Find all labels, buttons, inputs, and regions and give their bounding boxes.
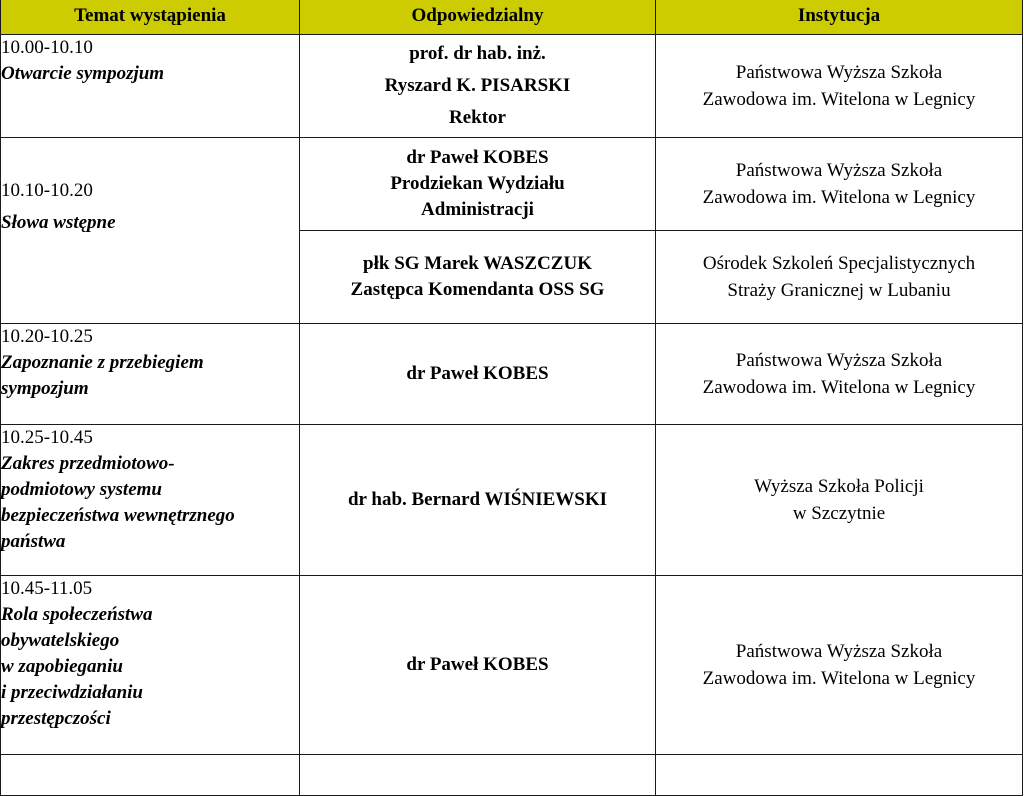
empty-cell <box>1 755 300 796</box>
institution-cell <box>656 35 1023 138</box>
session-title-line: sympozjum <box>1 378 89 399</box>
header-topic: Temat wystąpienia <box>1 0 300 35</box>
responsible-line: prof. dr hab. inż. <box>409 43 546 64</box>
topic-cell <box>1 324 300 425</box>
responsible-cell <box>300 138 656 231</box>
institution-line: Zawodowa im. Witelona w Legnicy <box>702 668 976 689</box>
responsible-line: Rektor <box>449 107 506 128</box>
table-row <box>1 576 1023 755</box>
institution-line: Państwowa Wyższa Szkoła <box>735 350 943 371</box>
responsible-line: Administracji <box>421 199 534 220</box>
institution-cell <box>656 231 1023 324</box>
session-title-line: państwa <box>1 531 66 552</box>
institution-line: Państwowa Wyższa Szkoła <box>735 62 943 83</box>
responsible-line: dr hab. Bernard WIŚNIEWSKI <box>347 489 608 510</box>
session-title-line: Rola społeczeństwa <box>1 604 153 625</box>
topic-cell <box>1 425 300 576</box>
institution-line: Wyższa Szkoła Policji <box>754 476 924 497</box>
institution-line: Zawodowa im. Witelona w Legnicy <box>702 187 976 208</box>
session-title-line: przestępczości <box>1 708 111 729</box>
responsible-cell <box>300 576 656 755</box>
table-row <box>1 324 1023 425</box>
responsible-line: Ryszard K. PISARSKI <box>384 75 571 96</box>
session-title-line: obywatelskiego <box>1 630 120 651</box>
session-title-line: i przeciwdziałaniu <box>1 682 143 703</box>
responsible-line: dr Paweł KOBES <box>406 147 549 168</box>
time-slot: 10.25-10.45 <box>1 427 93 448</box>
responsible-cell <box>300 324 656 425</box>
institution-cell <box>656 324 1023 425</box>
time-slot: 10.20-10.25 <box>1 326 93 347</box>
institution-cell <box>656 576 1023 755</box>
table-row <box>1 138 1023 231</box>
responsible-cell <box>300 425 656 576</box>
institution-cell <box>656 425 1023 576</box>
institution-line: Państwowa Wyższa Szkoła <box>735 641 943 662</box>
empty-cell <box>656 755 1023 796</box>
session-title-line: bezpieczeństwa wewnętrznego <box>1 505 235 526</box>
session-title-line: Zapoznanie z przebiegiem <box>1 352 204 373</box>
institution-line: Państwowa Wyższa Szkoła <box>735 160 943 181</box>
institution-line: Zawodowa im. Witelona w Legnicy <box>702 377 976 398</box>
time-slot: 10.00-10.10 <box>1 37 93 58</box>
table-row <box>1 425 1023 576</box>
session-title-line: Zakres przedmiotowo- <box>1 453 175 474</box>
header-institution: Instytucja <box>656 0 1023 35</box>
time-slot: 10.10-10.20 <box>1 179 93 201</box>
topic-cell <box>1 138 300 324</box>
session-title: Słowa wstępne <box>1 211 116 233</box>
institution-line: Ośrodek Szkoleń Specjalistycznych <box>702 253 976 274</box>
header-row <box>1 0 1023 35</box>
responsible-line: dr Paweł KOBES <box>406 363 549 384</box>
responsible-line: dr Paweł KOBES <box>406 654 549 675</box>
institution-cell <box>656 138 1023 231</box>
institution-line: w Szczytnie <box>792 503 886 524</box>
table-row <box>1 35 1023 138</box>
topic-cell <box>1 576 300 755</box>
session-title-line: w zapobieganiu <box>1 656 123 677</box>
responsible-cell <box>300 231 656 324</box>
session-title-line: podmiotowy systemu <box>1 479 162 500</box>
table-row <box>1 755 1023 796</box>
time-slot: 10.45-11.05 <box>1 578 93 599</box>
institution-line: Zawodowa im. Witelona w Legnicy <box>702 89 976 110</box>
responsible-cell <box>300 35 656 138</box>
topic-cell <box>1 35 300 138</box>
responsible-line: płk SG Marek WASZCZUK <box>363 253 592 274</box>
responsible-line: Zastępca Komendanta OSS SG <box>350 279 605 300</box>
session-title: Otwarcie sympozjum <box>1 63 165 84</box>
empty-cell <box>300 755 656 796</box>
responsible-line: Prodziekan Wydziału <box>390 173 565 194</box>
header-responsible: Odpowiedzialny <box>300 0 656 35</box>
institution-line: Straży Granicznej w Lubaniu <box>727 280 951 301</box>
